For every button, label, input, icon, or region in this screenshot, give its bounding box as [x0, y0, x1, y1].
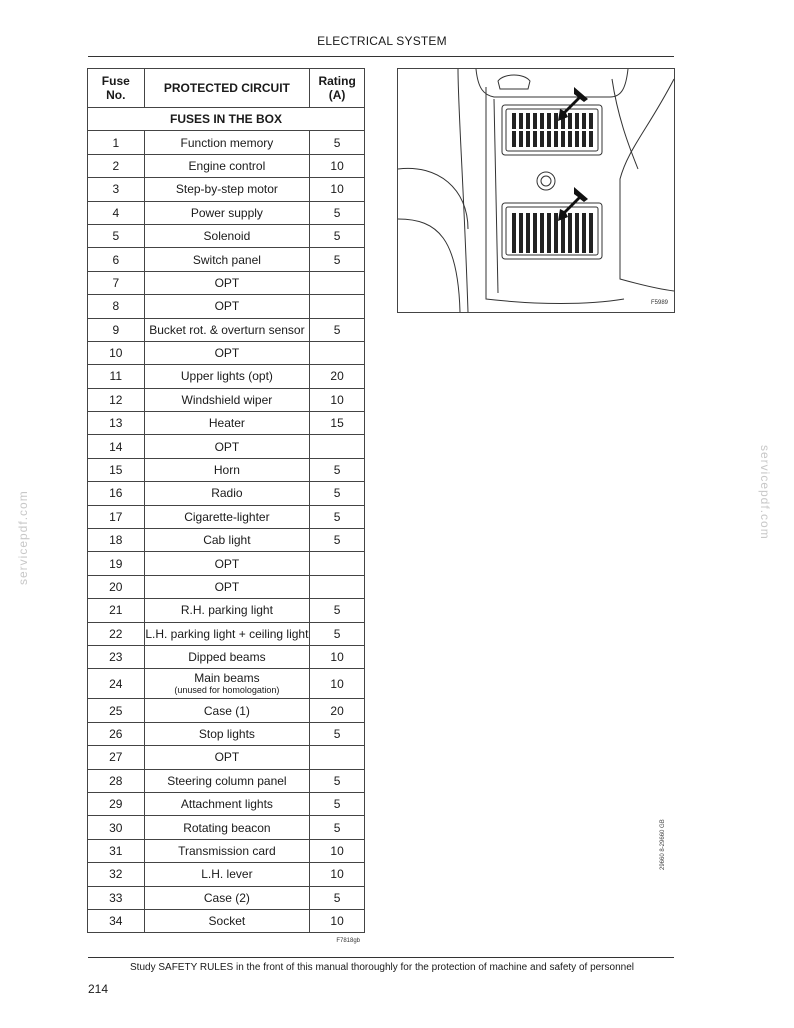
fuse-slot-icon — [589, 113, 593, 129]
fuse-rating: 10 — [310, 669, 365, 699]
fuse-rating: 5 — [310, 458, 365, 481]
table-row — [88, 746, 365, 769]
side-document-code: 29660 8-29660 GB — [660, 819, 666, 870]
fuse-slot-icon — [582, 233, 586, 253]
table-row — [88, 816, 365, 839]
fuse-rating: 5 — [310, 769, 365, 792]
fuse-slot-icon — [533, 233, 537, 253]
fuse-slot-icon — [561, 131, 565, 147]
fuse-slot-icon — [512, 213, 516, 233]
fuse-number: 12 — [88, 388, 145, 411]
protected-circuit: OPT — [144, 552, 310, 575]
protected-circuit: Power supply — [144, 201, 310, 224]
protected-circuit: OPT — [144, 341, 310, 364]
fuse-slot-icon — [582, 131, 586, 147]
fuse-number: 10 — [88, 341, 145, 364]
fuse-number: 25 — [88, 699, 145, 722]
fuse-number: 17 — [88, 505, 145, 528]
fuse-number: 27 — [88, 746, 145, 769]
fuse-number: 4 — [88, 201, 145, 224]
protected-circuit: Socket — [144, 909, 310, 932]
protected-circuit: Steering column panel — [144, 769, 310, 792]
fuse-number: 1 — [88, 131, 145, 154]
protected-circuit: OPT — [144, 295, 310, 318]
protected-circuit: OPT — [144, 575, 310, 598]
fuse-rating: 5 — [310, 201, 365, 224]
table-row — [88, 863, 365, 886]
fuse-number: 32 — [88, 863, 145, 886]
fuse-slot-icon — [575, 113, 579, 129]
fuse-number: 5 — [88, 224, 145, 247]
fuse-rating: 10 — [310, 388, 365, 411]
fuse-slot-icon — [568, 131, 572, 147]
fuse-number: 14 — [88, 435, 145, 458]
protected-circuit: Solenoid — [144, 224, 310, 247]
fuse-rating: 5 — [310, 599, 365, 622]
table-row — [88, 575, 365, 598]
fuse-number: 6 — [88, 248, 145, 271]
fuse-slot-icon — [519, 213, 523, 233]
fuse-slot-icon — [540, 213, 544, 233]
fuse-number: 8 — [88, 295, 145, 318]
circuit-note: (unused for homologation) — [174, 685, 280, 696]
fuse-slot-icon — [589, 131, 593, 147]
fuse-slot-icon — [533, 113, 537, 129]
protected-circuit: L.H. parking light + ceiling light — [144, 622, 310, 645]
fuse-slot-icon — [526, 233, 530, 253]
fuse-slot-icon — [575, 233, 579, 253]
fuse-number: 31 — [88, 839, 145, 862]
fuse-rating: 5 — [310, 131, 365, 154]
fuse-rating: 5 — [310, 722, 365, 745]
circuit-name: Main beams — [194, 671, 260, 686]
fuse-rating — [310, 341, 365, 364]
protected-circuit: Stop lights — [144, 722, 310, 745]
fuse-number: 13 — [88, 412, 145, 435]
fuse-slot-icon — [540, 113, 544, 129]
table-row — [88, 529, 365, 552]
fuse-number: 11 — [88, 365, 145, 388]
fuse-rating — [310, 552, 365, 575]
fuse-number: 3 — [88, 178, 145, 201]
table-row — [88, 435, 365, 458]
section-title: FUSES IN THE BOX — [88, 108, 365, 131]
table-row — [88, 458, 365, 481]
table-row — [88, 224, 365, 247]
fuse-number: 30 — [88, 816, 145, 839]
table-row — [88, 482, 365, 505]
protected-circuit: Upper lights (opt) — [144, 365, 310, 388]
fuse-slot-icon — [519, 113, 523, 129]
fuse-number: 2 — [88, 154, 145, 177]
protected-circuit: Function memory — [144, 131, 310, 154]
table-row — [88, 886, 365, 909]
protected-circuit: Windshield wiper — [144, 388, 310, 411]
fuse-rating: 5 — [310, 529, 365, 552]
protected-circuit: Horn — [144, 458, 310, 481]
fuse-rating: 5 — [310, 224, 365, 247]
fuse-table — [87, 68, 365, 933]
fuse-number: 22 — [88, 622, 145, 645]
watermark-right: servicepdf.com — [758, 445, 772, 540]
protected-circuit: Bucket rot. & overturn sensor — [144, 318, 310, 341]
fuse-slot-icon — [575, 213, 579, 233]
fuse-number: 34 — [88, 909, 145, 932]
fuse-slot-icon — [589, 233, 593, 253]
protected-circuit: Cab light — [144, 529, 310, 552]
fuse-box-illustration — [398, 69, 674, 312]
table-row — [88, 669, 365, 699]
fuse-rating: 5 — [310, 505, 365, 528]
fuse-number: 15 — [88, 458, 145, 481]
fuse-rating — [310, 746, 365, 769]
fuse-slot-icon — [540, 131, 544, 147]
fuse-slot-icon — [512, 131, 516, 147]
fuse-slot-icon — [561, 233, 565, 253]
fuse-slot-icon — [575, 131, 579, 147]
fuse-number: 21 — [88, 599, 145, 622]
header-fuse-no: Fuse No. — [88, 69, 145, 108]
fuse-rating: 5 — [310, 792, 365, 815]
fuse-number: 19 — [88, 552, 145, 575]
fuse-rating — [310, 295, 365, 318]
table-row — [88, 645, 365, 668]
fuse-number: 33 — [88, 886, 145, 909]
fuse-slot-icon — [540, 233, 544, 253]
table-row — [88, 839, 365, 862]
fuse-slot-icon — [554, 113, 558, 129]
table-row — [88, 722, 365, 745]
table-row — [88, 131, 365, 154]
table-row — [88, 318, 365, 341]
protected-circuit: Step-by-step motor — [144, 178, 310, 201]
table-row — [88, 201, 365, 224]
fuse-number: 18 — [88, 529, 145, 552]
fuse-rating: 20 — [310, 699, 365, 722]
table-row — [88, 154, 365, 177]
protected-circuit: R.H. parking light — [144, 599, 310, 622]
fuse-rating: 10 — [310, 863, 365, 886]
fuse-slot-icon — [533, 131, 537, 147]
fuse-slot-icon — [554, 131, 558, 147]
fuse-slot-icon — [547, 131, 551, 147]
fuse-rating: 5 — [310, 622, 365, 645]
fuse-slot-icon — [547, 213, 551, 233]
fuse-rating — [310, 575, 365, 598]
fuse-rating: 5 — [310, 816, 365, 839]
protected-circuit: Heater — [144, 412, 310, 435]
header-protected-circuit: PROTECTED CIRCUIT — [144, 69, 310, 108]
fuse-slot-icon — [547, 233, 551, 253]
fuse-slot-icon — [554, 233, 558, 253]
footer-divider — [88, 957, 674, 958]
table-row — [88, 505, 365, 528]
fuse-box-figure — [397, 68, 675, 313]
fuse-rating: 5 — [310, 248, 365, 271]
fuse-rating: 5 — [310, 482, 365, 505]
protected-circuit: Dipped beams — [144, 645, 310, 668]
fuse-slot-icon — [568, 113, 572, 129]
fuse-slot-icon — [526, 213, 530, 233]
fuse-number: 29 — [88, 792, 145, 815]
page-header-title: ELECTRICAL SYSTEM — [317, 34, 447, 48]
table-row — [88, 599, 365, 622]
fuse-slot-icon — [589, 213, 593, 233]
fuse-slot-icon — [547, 113, 551, 129]
fuse-slot-icon — [512, 113, 516, 129]
fuse-slot-icon — [568, 233, 572, 253]
fuse-slot-icon — [582, 113, 586, 129]
fuse-slot-icon — [512, 233, 516, 253]
fuse-rating: 10 — [310, 645, 365, 668]
fuse-rating: 10 — [310, 839, 365, 862]
table-row — [88, 909, 365, 932]
fuse-rating: 5 — [310, 886, 365, 909]
table-row — [88, 769, 365, 792]
fuse-slot-icon — [533, 213, 537, 233]
fuse-number: 28 — [88, 769, 145, 792]
table-header-row — [88, 69, 365, 108]
protected-circuit: Transmission card — [144, 839, 310, 862]
fuse-slot-icon — [526, 113, 530, 129]
table-code: F7818gb — [336, 938, 360, 944]
fuse-number: 7 — [88, 271, 145, 294]
table-row — [88, 295, 365, 318]
fuse-slot-icon — [568, 213, 572, 233]
fuse-number: 9 — [88, 318, 145, 341]
fuse-rating: 20 — [310, 365, 365, 388]
table-row — [88, 622, 365, 645]
fuse-rating: 10 — [310, 909, 365, 932]
safety-note: Study SAFETY RULES in the front of this manual thoroughly for the protection of machine and safety of personnel — [130, 962, 634, 973]
protected-circuit — [144, 669, 310, 699]
protected-circuit: Engine control — [144, 154, 310, 177]
fuse-slot-icon — [526, 131, 530, 147]
protected-circuit: Attachment lights — [144, 792, 310, 815]
fuse-slot-icon — [582, 213, 586, 233]
fuse-number: 23 — [88, 645, 145, 668]
protected-circuit: Rotating beacon — [144, 816, 310, 839]
table-row — [88, 341, 365, 364]
section-row — [88, 108, 365, 131]
protected-circuit: Case (1) — [144, 699, 310, 722]
page-number: 214 — [88, 982, 109, 996]
header-divider — [88, 56, 674, 57]
table-row — [88, 388, 365, 411]
fuse-rating — [310, 271, 365, 294]
watermark-left: servicepdf.com — [16, 490, 30, 585]
table-row — [88, 248, 365, 271]
figure-code: F5989 — [650, 300, 668, 306]
fuse-rating: 5 — [310, 318, 365, 341]
protected-circuit: OPT — [144, 746, 310, 769]
table-row — [88, 412, 365, 435]
protected-circuit: L.H. lever — [144, 863, 310, 886]
fuse-rating: 10 — [310, 154, 365, 177]
fuse-number: 26 — [88, 722, 145, 745]
fuse-slot-icon — [519, 131, 523, 147]
fuse-slot-icon — [554, 213, 558, 233]
protected-circuit: OPT — [144, 435, 310, 458]
header-rating: Rating (A) — [310, 69, 365, 108]
protected-circuit: OPT — [144, 271, 310, 294]
fuse-number: 20 — [88, 575, 145, 598]
fuse-rating: 15 — [310, 412, 365, 435]
fuse-slot-icon — [519, 233, 523, 253]
protected-circuit: Case (2) — [144, 886, 310, 909]
table-row — [88, 552, 365, 575]
fuse-rating — [310, 435, 365, 458]
fuse-number: 16 — [88, 482, 145, 505]
protected-circuit: Radio — [144, 482, 310, 505]
protected-circuit: Cigarette-lighter — [144, 505, 310, 528]
table-row — [88, 271, 365, 294]
fuse-rating: 10 — [310, 178, 365, 201]
table-row — [88, 699, 365, 722]
protected-circuit: Switch panel — [144, 248, 310, 271]
table-row — [88, 178, 365, 201]
fuse-number: 24 — [88, 669, 145, 699]
table-row — [88, 792, 365, 815]
table-row — [88, 365, 365, 388]
